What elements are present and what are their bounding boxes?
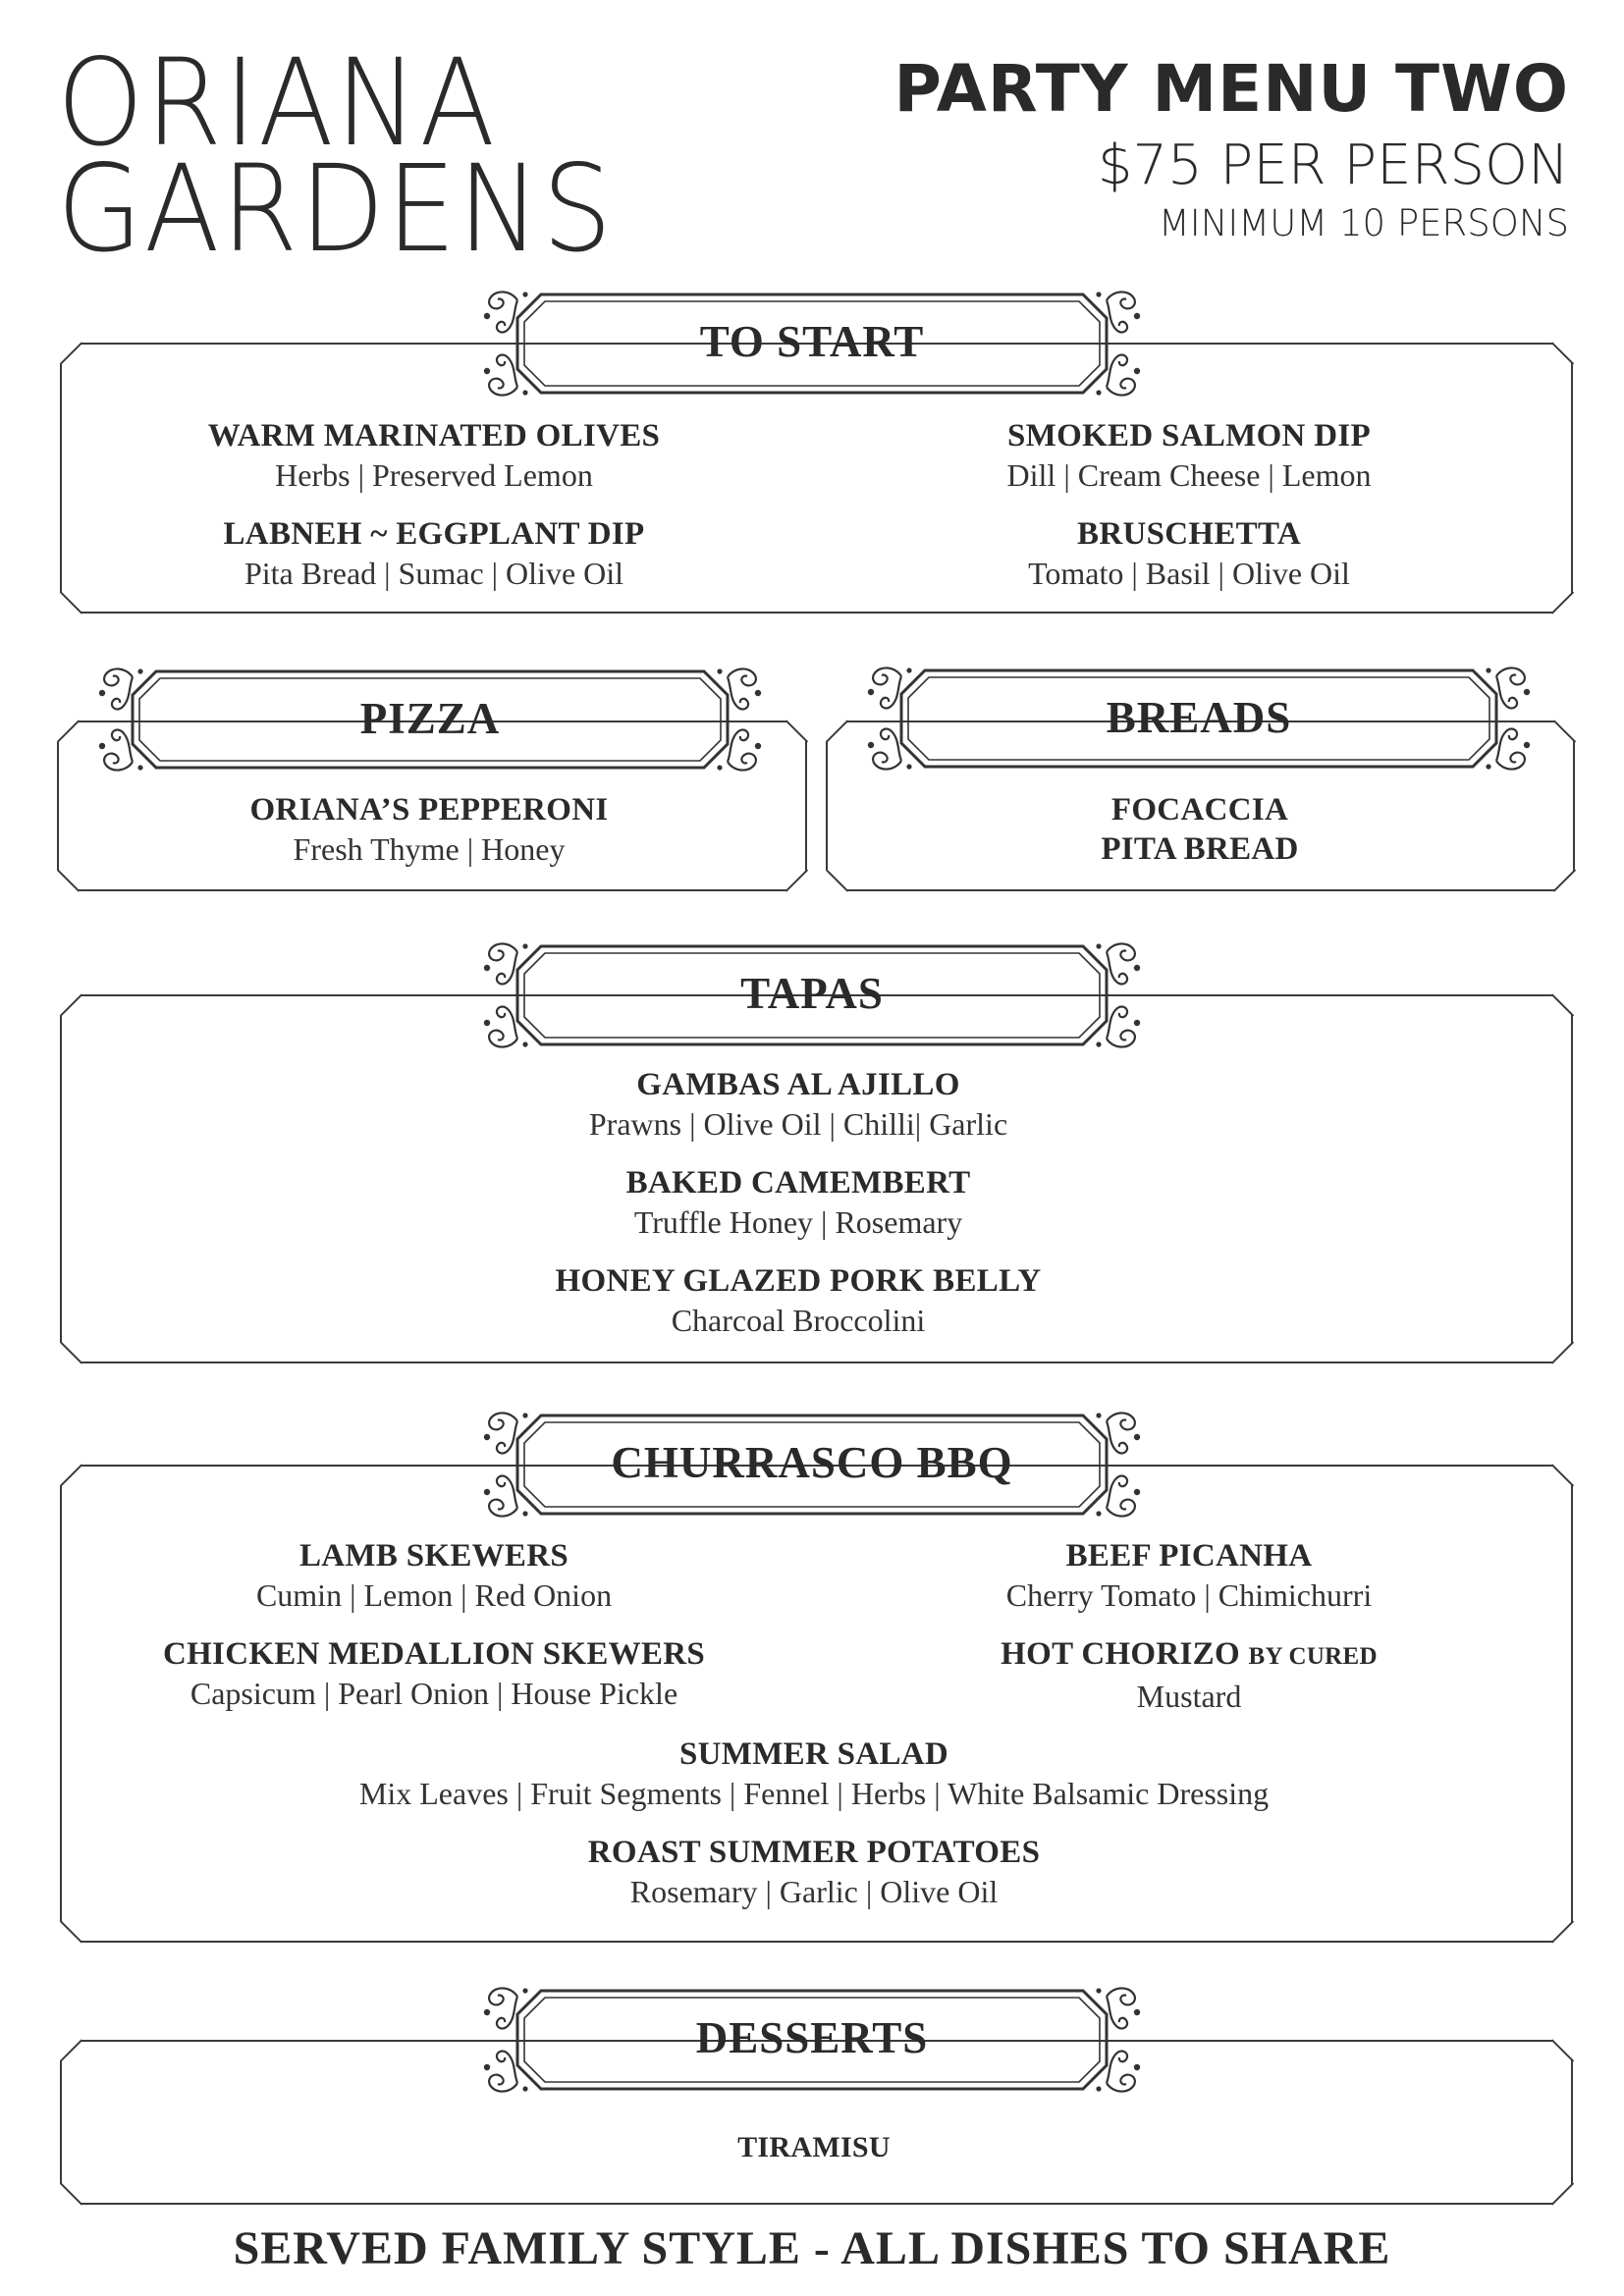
flourish-dot [522, 943, 527, 948]
breads-heading: BREADS [1106, 693, 1292, 742]
menu-item [1111, 790, 1288, 829]
menu-item [224, 514, 645, 593]
flourish-dot [1134, 1020, 1140, 1026]
item-description: Mix Leaves | Fruit Segments | Fennel | Herbs | White Balsamic Dressing [358, 1776, 1270, 1811]
brand-name-line-1: ORIANA [57, 33, 498, 173]
item-description: Pita Bread | Sumac | Olive Oil [244, 556, 624, 591]
menu-item [249, 790, 608, 869]
menu-item [208, 416, 660, 495]
flourish-dot [906, 764, 911, 769]
item-name: SMOKED SALMON DIP [1007, 418, 1371, 454]
item-name-row [1001, 1634, 1378, 1677]
menu-item [1007, 416, 1372, 495]
item-description: Cherry Tomato | Chimichurri [1005, 1577, 1373, 1613]
item-description: Herbs | Preserved Lemon [275, 457, 593, 493]
item-description: Tomato | Basil | Olive Oil [1028, 556, 1350, 591]
flourish-dot [484, 368, 490, 374]
flourish-dot [522, 1511, 527, 1516]
item-description: Truffle Honey | Rosemary [633, 1204, 963, 1240]
menu-title: PARTY MENU TWO [893, 51, 1569, 127]
flourish-dot [1096, 1413, 1101, 1417]
menu-item [626, 1163, 971, 1242]
menu-item [1028, 514, 1350, 593]
flourish-dot [137, 668, 142, 673]
flourish-dot [906, 667, 911, 672]
minimum-persons: MINIMUM 10 PERSONS [1158, 202, 1569, 244]
flourish-dot [1096, 1041, 1101, 1046]
item-name: HOT CHORIZO [1001, 1636, 1240, 1672]
item-name: PITA BREAD [1101, 831, 1299, 867]
item-name: FOCACCIA [1110, 792, 1289, 828]
pizza-heading: PIZZA [359, 694, 501, 743]
menu-item [589, 1065, 1007, 1144]
to-start-heading: TO START [699, 317, 925, 366]
flourish-dot [1134, 1489, 1140, 1495]
item-description: Capsicum | Pearl Onion | House Pickle [189, 1676, 678, 1711]
bbq-heading: CHURRASCO BBQ [611, 1438, 1013, 1487]
item-description: Rosemary | Garlic | Olive Oil [629, 1874, 999, 1909]
brand-name-line-2: GARDENS [57, 139, 615, 279]
menu-item [737, 2128, 891, 2167]
desserts-banner [478, 1987, 1146, 2093]
breads-banner [862, 667, 1536, 771]
menu-item [359, 1735, 1269, 1813]
menu-item [556, 1261, 1042, 1340]
item-description: Charcoal Broccolini [671, 1303, 926, 1338]
flourish-dot [484, 1020, 490, 1026]
tapas-banner [478, 942, 1146, 1048]
flourish-dot [1134, 2064, 1140, 2070]
pizza-banner [93, 667, 767, 772]
flourish-dot [522, 1041, 527, 1046]
item-name: SUMMER SALAD [678, 1736, 949, 1772]
menu-item [163, 1634, 705, 1713]
menu-item [588, 1833, 1040, 1911]
menu-item [1001, 1634, 1378, 1716]
flourish-dot [1096, 1511, 1101, 1516]
flourish-dot [1486, 667, 1490, 672]
flourish-dot [522, 2086, 527, 2091]
menu-item [256, 1536, 612, 1615]
item-name: TIRAMISU [737, 2131, 891, 2163]
item-name: LABNEH ~ EGGPLANT DIP [223, 516, 645, 552]
item-name: BRUSCHETTA [1077, 516, 1301, 552]
item-name: HONEY GLAZED PORK BELLY [555, 1263, 1042, 1299]
item-name-suffix: BY CURED [1248, 1643, 1378, 1670]
flourish-dot [522, 390, 527, 395]
footer-note: SERVED FAMILY STYLE - ALL DISHES TO SHARE [233, 2222, 1391, 2274]
flourish-dot [717, 765, 722, 770]
flourish-dot [1134, 368, 1140, 374]
flourish-dot [137, 765, 142, 770]
price-per-person: $75 PER PERSON [1097, 133, 1569, 197]
flourish-dot [522, 292, 527, 296]
desserts-heading: DESSERTS [695, 2013, 929, 2062]
item-name: GAMBAS AL AJILLO [636, 1067, 960, 1102]
item-name: ROAST SUMMER POTATOES [587, 1835, 1041, 1870]
item-name: WARM MARINATED OLIVES [207, 418, 661, 454]
item-description: Fresh Thyme | Honey [293, 831, 566, 867]
item-name: LAMB SKEWERS [298, 1538, 569, 1574]
menu-item [1101, 829, 1298, 869]
flourish-dot [1096, 292, 1101, 296]
bbq-banner [478, 1412, 1146, 1518]
item-name: BAKED CAMEMBERT [625, 1165, 971, 1201]
flourish-dot [717, 668, 722, 673]
flourish-dot [1096, 390, 1101, 395]
item-description: Cumin | Lemon | Red Onion [255, 1577, 613, 1613]
flourish-dot [484, 2064, 490, 2070]
item-name: ORIANA’S PEPPERONI [249, 792, 609, 828]
item-name: BEEF PICANHA [1065, 1538, 1313, 1574]
flourish-dot [1096, 2086, 1101, 2091]
item-name: CHICKEN MEDALLION SKEWERS [162, 1636, 706, 1672]
flourish-dot [1486, 764, 1490, 769]
menu-item [1006, 1536, 1372, 1615]
flourish-dot [522, 1413, 527, 1417]
tapas-heading: TAPAS [740, 969, 884, 1018]
item-description: Dill | Cream Cheese | Lemon [1006, 457, 1372, 493]
flourish-dot [1096, 943, 1101, 948]
item-description: Prawns | Olive Oil | Chilli| Garlic [588, 1106, 1008, 1142]
flourish-dot [484, 1489, 490, 1495]
item-description: Mustard [1136, 1679, 1242, 1714]
to-start-banner [478, 291, 1146, 397]
flourish-dot [1096, 1988, 1101, 1993]
flourish-dot [522, 1988, 527, 1993]
